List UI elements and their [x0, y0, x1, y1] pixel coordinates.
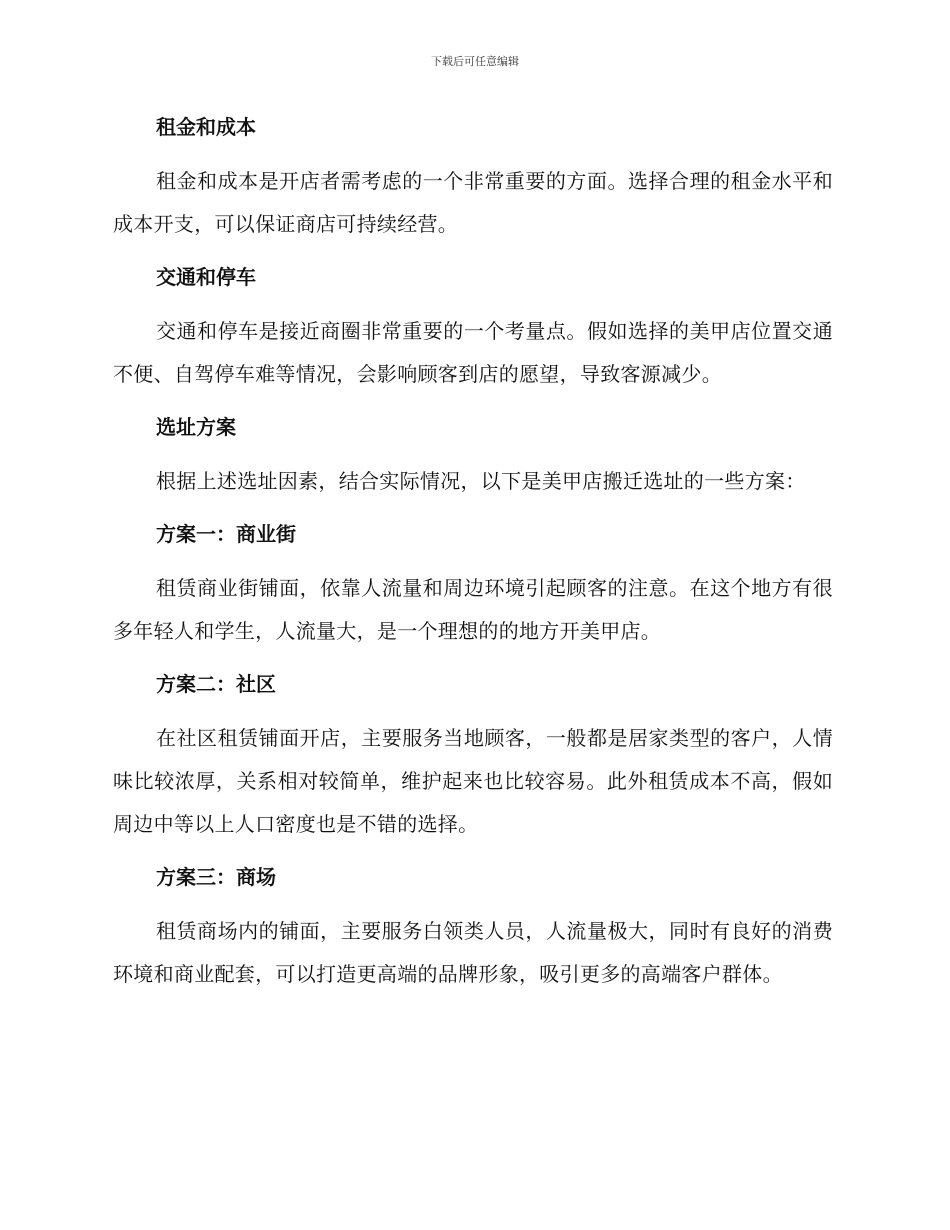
paragraph-plan-three: 租赁商场内的铺面，主要服务白领类人员，人流量极大，同时有良好的消费环境和商业配套，可以打造更高端的品牌形象，吸引更多的高端客户群体。: [113, 919, 833, 986]
paragraph-rent-cost: 租金和成本是开店者需考虑的一个非常重要的方面。选择合理的租金水平和成本开支，可以保证商店可持续经营。: [113, 169, 833, 236]
document-body: [113, 110, 833, 996]
section-heading-traffic-parking: 交通和停车: [156, 265, 256, 289]
section-heading-plan-three: 方案三：商场: [156, 865, 276, 889]
paragraph-plan-two: 在社区租赁铺面开店，主要服务当地顾客，一般都是居家类型的客户，人情味比较浓厚，关系相对较简单，维护起来也比较容易。此外租赁成本不高，假如周边中等以上人口密度也是不错的选择。: [113, 726, 833, 836]
section-heading-site-plans: 选址方案: [156, 415, 236, 439]
section-heading-plan-two: 方案二：社区: [156, 672, 276, 696]
section-heading-plan-one: 方案一：商业街: [156, 522, 296, 546]
page-header-note: 下载后可任意编辑: [431, 55, 519, 68]
paragraph-traffic-parking: 交通和停车是接近商圈非常重要的一个考量点。假如选择的美甲店位置交通不便、自驾停车难等情况，会影响顾客到店的愿望，导致客源减少。: [113, 319, 833, 386]
paragraph-plan-one: 租赁商业街铺面，依靠人流量和周边环境引起顾客的注意。在这个地方有很多年轻人和学生，人流量大，是一个理想的的地方开美甲店。: [113, 576, 833, 643]
paragraph-site-plans: 根据上述选址因素，结合实际情况，以下是美甲店搬迁选址的一些方案：: [156, 469, 806, 493]
section-heading-rent-cost: 租金和成本: [156, 115, 256, 139]
